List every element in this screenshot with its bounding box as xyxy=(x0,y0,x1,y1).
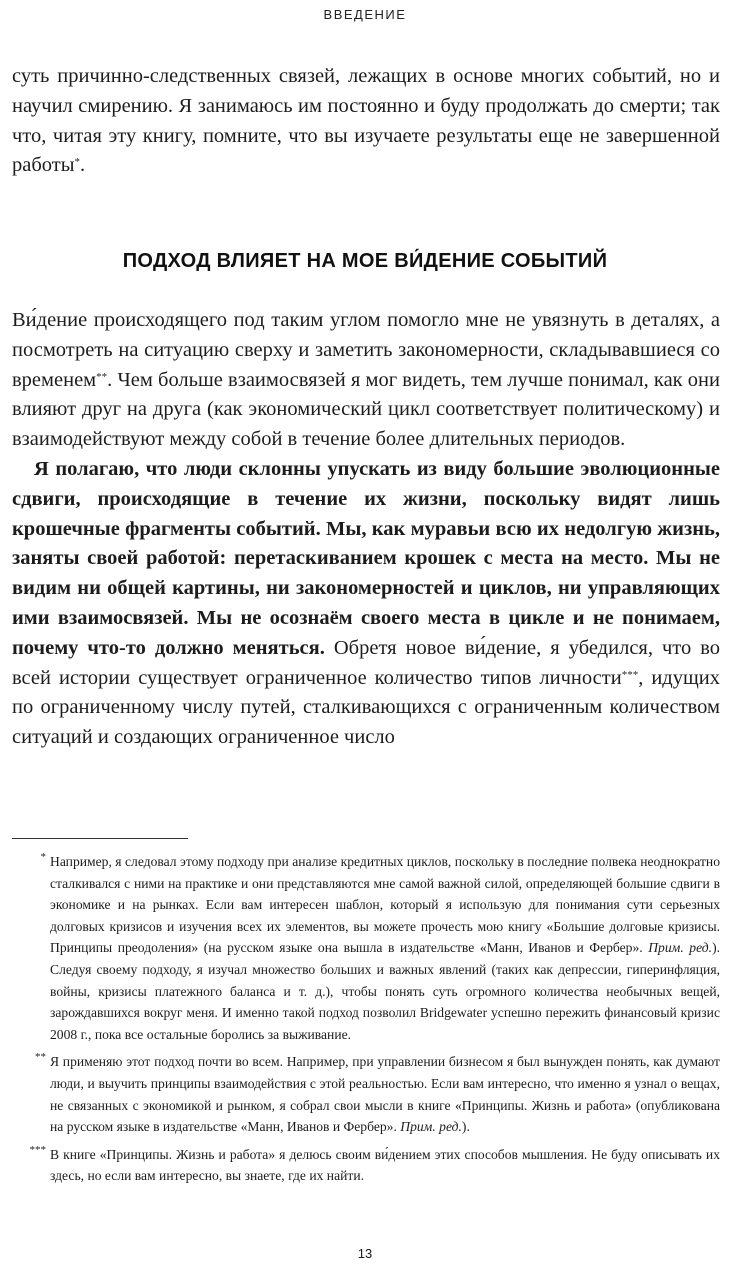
footnote-1-text-2: ). Следуя своему подходу, я изучал множество больших и важных явлений (таких как депрессии, гиперинфляция, войны, кризисы платежного баланса и т. д.), чтобы понять суть огромного количества необычных вещей, зарождавшихся вокруг меня. И именно такой подход позволил Bridgewater успешно пережить финансовый кризис 2008 г., пока все остальные боролись за выживание. xyxy=(50,940,721,1042)
footnote-1 xyxy=(12,851,720,1045)
footnote-1-mark: * xyxy=(40,851,46,863)
footnotes xyxy=(12,851,720,1193)
intro-paragraph-block xyxy=(12,62,720,181)
page-number: 13 xyxy=(357,1246,373,1261)
paragraph-1-part-2: . Чем больше взаимосвязей я мог видеть, тем лучше понимал, как они влияют друг на друга (как экономический цикл соответствует политическому) и взаимодействуют между собой в течение более длительных периодов. xyxy=(12,368,720,451)
main-text-block xyxy=(12,306,720,753)
paragraph-2 xyxy=(12,455,720,753)
footnote-2-text: Я применяю этот подход почти во всем. Например, при управлении бизнесом я был вынужден понять, как думают люди, и выучить принципы взаимодействия с этой реальностью. Если вам интересно, что именно я узнал о вещах, не связанных с экономикой и рынком, я собрал свои мысли в книге «Принципы. Жизнь и работа» (опубликована на русском языке в издательстве «Манн, Иванов и Фербер». xyxy=(50,1054,720,1135)
paragraph-1-part-1: Ви́дение происходящего под таким углом помогло мне не увязнуть в деталях, а посмотреть на ситуацию сверху и заметить закономерности, складывавшиеся со временем xyxy=(12,309,720,391)
section-heading: ПОДХОД ВЛИЯЕТ НА МОЕ ВИ́ДЕНИЕ СОБЫТИЙ xyxy=(122,250,608,272)
paragraph-1 xyxy=(12,306,720,455)
footnote-ref-1[interactable]: * xyxy=(74,156,80,169)
footnote-3-text: В книге «Принципы. Жизнь и работа» я делюсь своим ви́дением этих способов мышления. Не буду описывать их здесь, но если вам интересно, вы знаете, где их найти. xyxy=(50,1146,720,1184)
footnote-1-text: Например, я следовал этому подходу при анализе кредитных циклов, поскольку в последние полвека неоднократно сталкивался с ними на практике и они представляются мне самой важной силой, определяющей большие сдвиги в экономике и на рынках. Если вам интересен шаблон, который я использую для понимания сути серьезных долговых кризисов и изучения всех их элементов, вы можете прочесть мою книгу «Большие долговые кризисы. Принципы преодоления» (на русском языке она вышла в издательстве «Манн, Иванов и Фербер». xyxy=(50,854,720,956)
footnote-3 xyxy=(12,1144,720,1187)
paragraph-2-regular: Обретя новое ви́дение, я убедился, что во всей истории существует ограниченное количество типов личности xyxy=(12,636,721,689)
footnote-2-text-2: ). xyxy=(461,1119,470,1135)
footnote-1-italic: Прим. ред. xyxy=(648,940,713,956)
intro-text: суть причинно-следственных связей, лежащих в основе многих событий, но и научил смирению. Я занимаюсь им постоянно и буду продолжать до смерти; так что, читая эту книгу, помните, что вы изучаете результаты еще не завершенной работы xyxy=(12,65,720,177)
footnote-ref-2[interactable]: ** xyxy=(96,370,108,383)
footnote-2-italic: Прим. ред. xyxy=(400,1119,462,1135)
paragraph-2-bold: Я полагаю, что люди склонны упускать из виду большие эволюционные сдвиги, происходящие в течение их жизни, поскольку видят лишь крошечные фрагменты событий. Мы, как муравьи всю их недолгую жизнь, заняты своей работой: перетаскиванием крошек с места на место. Мы не видим ни общей картины, ни закономерностей и циклов, ни управляющих ими взаимосвязей. Мы не осознаём своего места в цикле и не понимаем, почему что-то должно меняться. xyxy=(12,457,720,659)
footnote-divider xyxy=(12,838,188,839)
intro-tail: . xyxy=(80,154,86,177)
paragraph-2-regular-2: , идущих по ограниченному числу путей, сталкивающихся с ограниченным количеством ситуаций и создающих ограниченное число xyxy=(12,666,720,749)
footnote-ref-3[interactable]: *** xyxy=(621,668,639,681)
running-head: ВВЕДЕНИЕ xyxy=(323,7,407,22)
footnote-3-mark: *** xyxy=(29,1143,46,1156)
footnote-2-mark: ** xyxy=(35,1051,46,1064)
intro-paragraph xyxy=(12,62,720,181)
footnote-2 xyxy=(12,1051,720,1137)
